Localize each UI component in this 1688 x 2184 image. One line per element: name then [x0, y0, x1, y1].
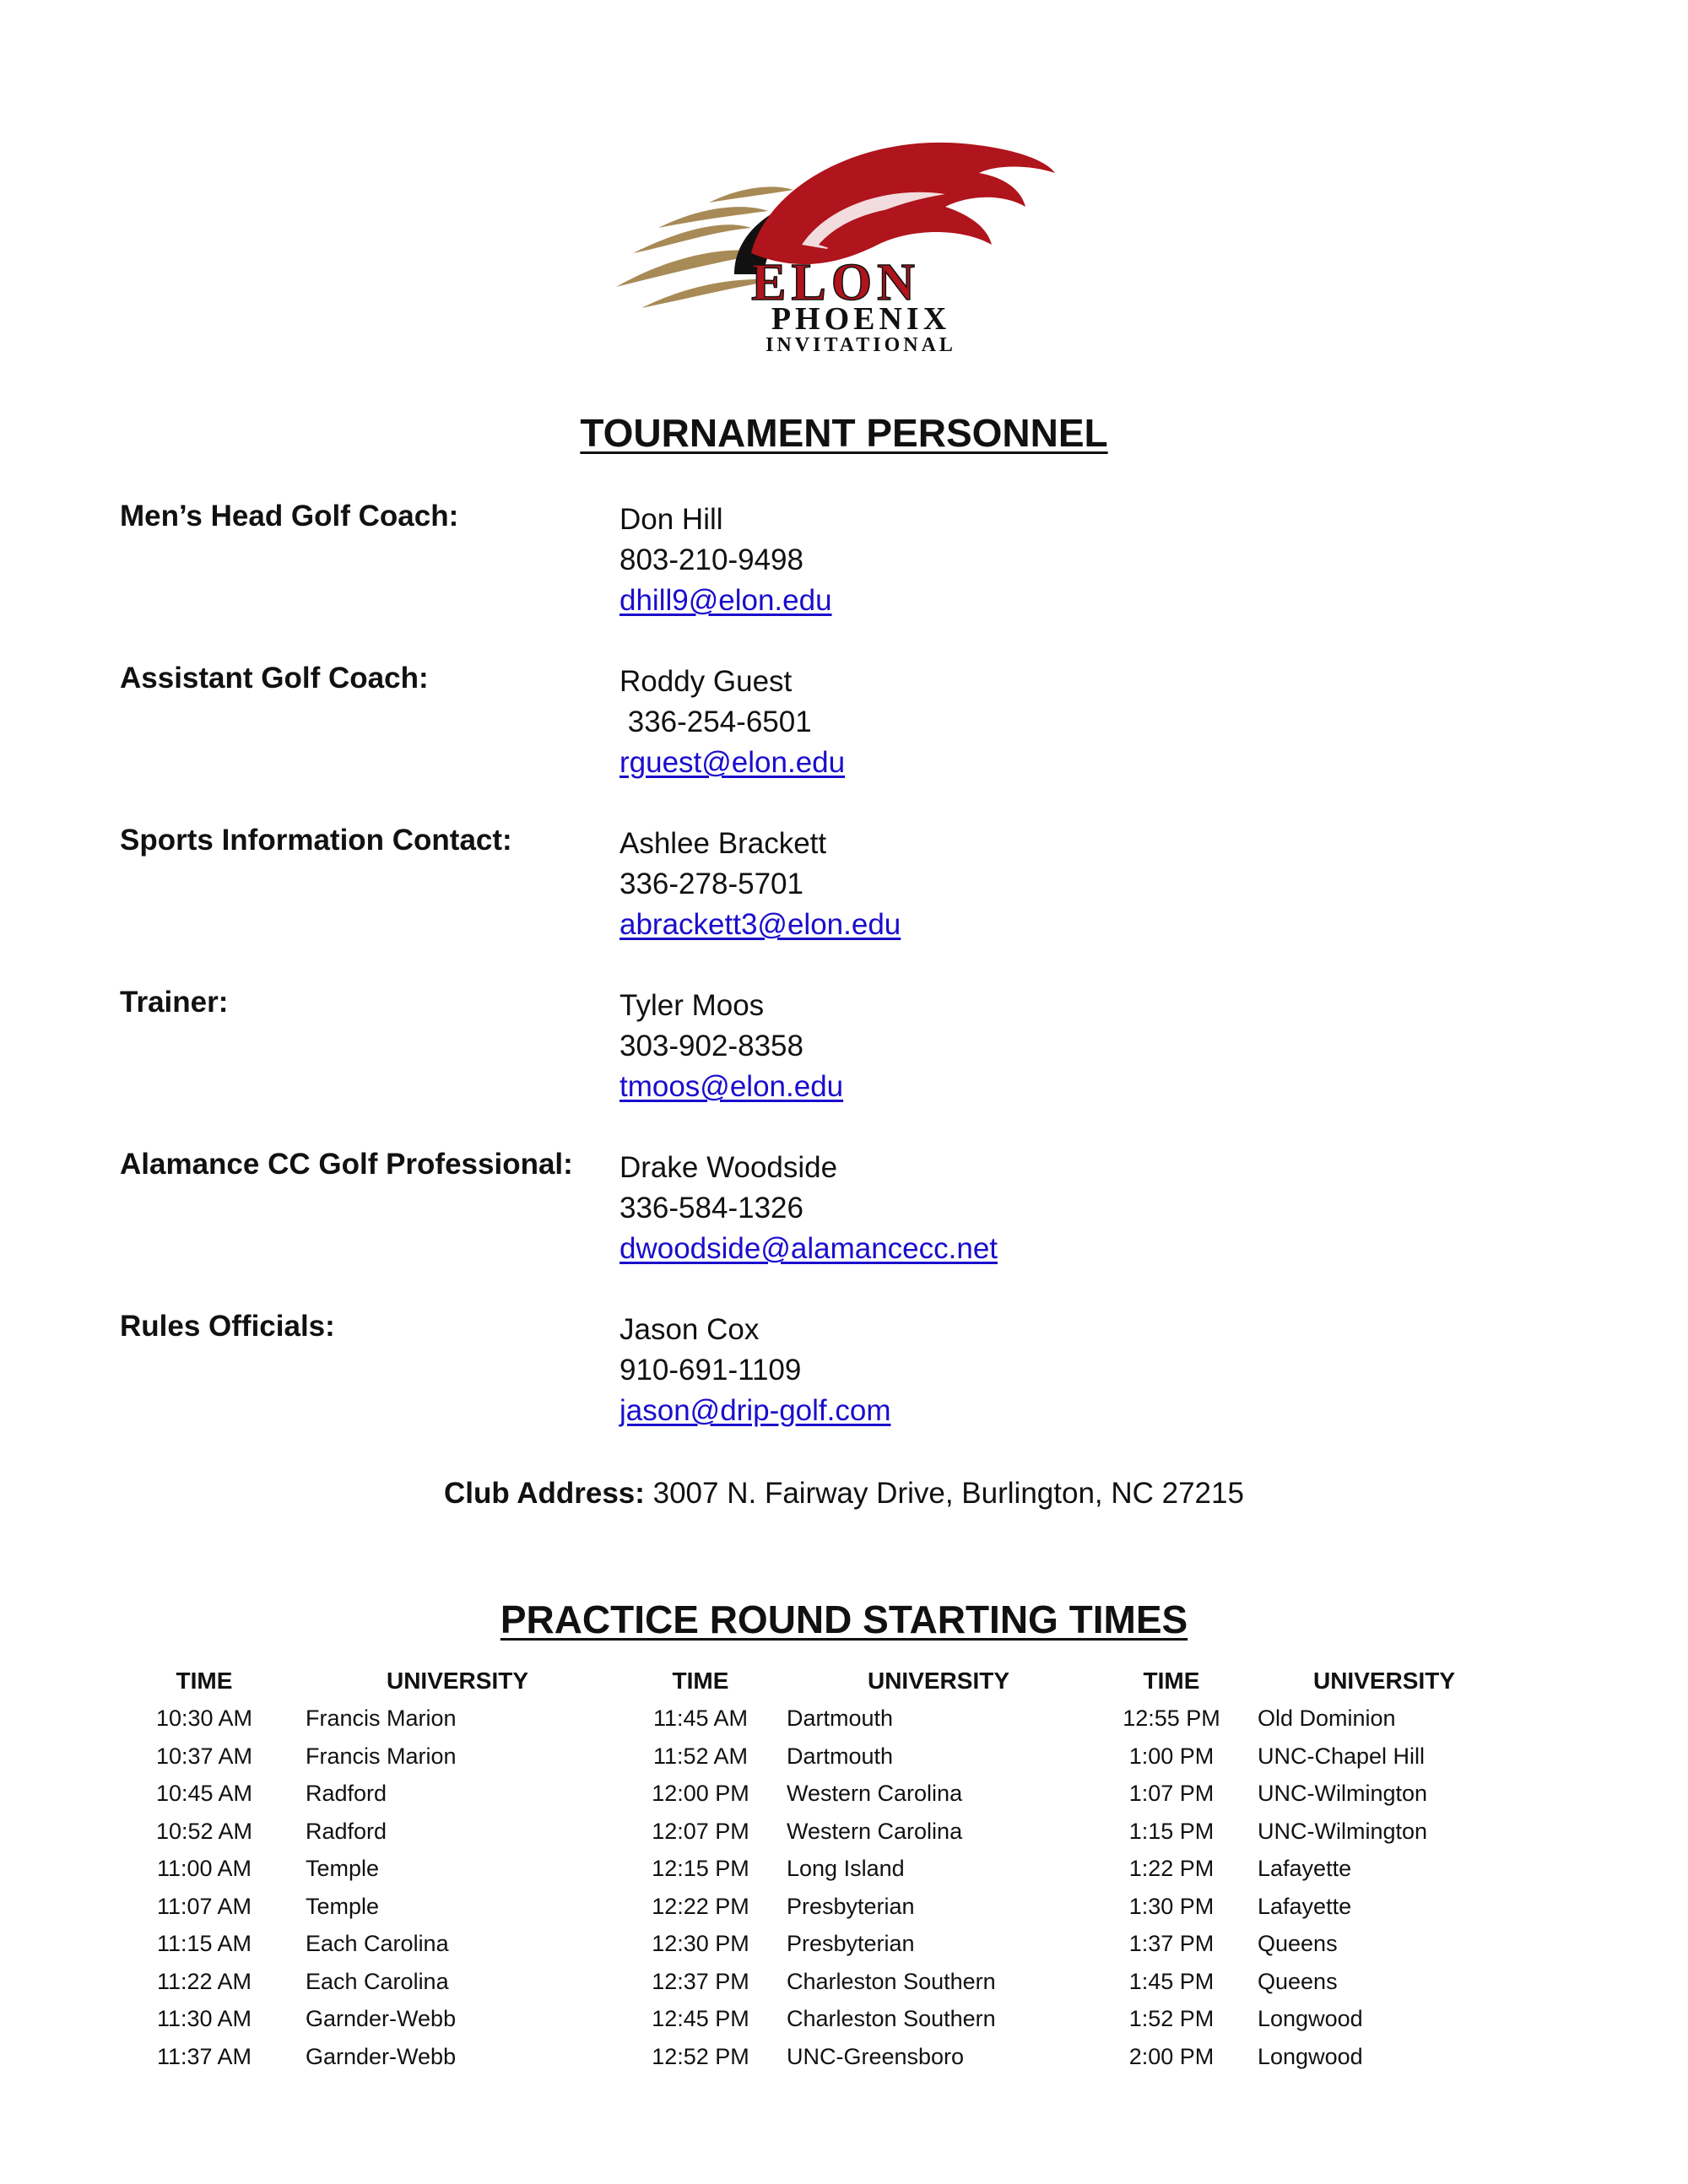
table-cell: 12:55 PM: [1123, 1706, 1220, 1731]
table-cell: 12:30 PM: [652, 1931, 749, 1956]
table-cell: Dartmouth: [787, 1706, 894, 1731]
table-cell: 12:00 PM: [652, 1781, 749, 1806]
table-cell: 11:30 AM: [156, 2006, 252, 2031]
phoenix-logo: [608, 127, 1063, 363]
phoenix-icon: [608, 127, 1063, 363]
university-column: [1258, 1662, 1511, 2075]
table-cell: 11:37 AM: [156, 2043, 252, 2069]
time-column: [137, 1662, 272, 2075]
table-cell: Longwood: [1258, 2006, 1363, 2031]
table-cell: 1:22 PM: [1128, 1856, 1215, 1881]
person-name: Ashlee Brackett: [619, 827, 827, 860]
table-cell: Charleston Southern: [787, 1968, 996, 1994]
table-cell: Queens: [1258, 1931, 1338, 1956]
person-email-link[interactable]: dhill9@elon.edu: [619, 584, 832, 617]
table-cell: 10:52 AM: [155, 1818, 253, 1844]
table-cell: 12:07 PM: [652, 1818, 749, 1844]
person-phone: 336-254-6501: [619, 705, 812, 738]
table-cell: 12:45 PM: [652, 2006, 749, 2031]
role-label: Sports Information Contact:: [120, 824, 512, 857]
table-cell: Western Carolina: [787, 1818, 963, 1844]
personnel-list: [120, 500, 1605, 1472]
club-address-label: Club Address:: [444, 1477, 645, 1510]
table-cell: 11:52 AM: [652, 1743, 749, 1769]
table-cell: 1:15 PM: [1128, 1818, 1215, 1844]
person-name: Tyler Moos: [619, 989, 765, 1022]
column-header: TIME: [672, 1668, 729, 1694]
role-label: Rules Officials:: [120, 1310, 335, 1343]
person-phone: 303-902-8358: [619, 1030, 803, 1062]
person-phone: 803-210-9498: [619, 543, 803, 576]
table-cell: Long Island: [787, 1856, 905, 1881]
personnel-title: TOURNAMENT PERSONNEL: [580, 411, 1108, 455]
table-cell: Radford: [306, 1781, 387, 1806]
logo-word-invitational: INVITATIONAL: [766, 334, 956, 356]
person-phone: 336-278-5701: [619, 868, 803, 900]
table-cell: Francis Marion: [306, 1706, 457, 1731]
table-cell: 1:37 PM: [1128, 1931, 1215, 1956]
person-name: Roddy Guest: [619, 665, 793, 698]
person-name: Jason Cox: [619, 1313, 760, 1346]
personnel-entry: [120, 824, 1605, 986]
person-email-link[interactable]: jason@drip-golf.com: [619, 1394, 891, 1427]
person-email-link[interactable]: tmoos@elon.edu: [619, 1070, 844, 1103]
table-cell: UNC-Chapel Hill: [1258, 1743, 1426, 1769]
table-cell: 12:37 PM: [652, 1968, 749, 1994]
table-cell: 1:30 PM: [1128, 1893, 1215, 1919]
personnel-entry: [120, 1310, 1605, 1472]
table-cell: 11:22 AM: [156, 1968, 252, 1994]
column-header: UNIVERSITY: [867, 1668, 1010, 1694]
table-cell: Temple: [306, 1893, 380, 1919]
column-header: UNIVERSITY: [1312, 1668, 1456, 1694]
table-cell: Each Carolina: [306, 1968, 449, 1994]
person-email-link[interactable]: dwoodside@alamancecc.net: [619, 1232, 998, 1265]
table-cell: Radford: [306, 1818, 387, 1844]
club-address: [0, 1477, 1688, 1511]
table-cell: 12:15 PM: [652, 1856, 749, 1881]
table-cell: 10:30 AM: [155, 1706, 253, 1731]
table-cell: Presbyterian: [787, 1893, 915, 1919]
table-cell: 10:45 AM: [155, 1781, 253, 1806]
table-cell: UNC-Greensboro: [787, 2043, 965, 2069]
table-cell: 1:52 PM: [1128, 2006, 1215, 2031]
role-label: Trainer:: [120, 986, 229, 1019]
table-cell: Presbyterian: [787, 1931, 915, 1956]
table-cell: 10:37 AM: [155, 1743, 253, 1769]
column-header: TIME: [1143, 1668, 1200, 1694]
table-cell: 1:45 PM: [1128, 1968, 1215, 1994]
person-email-link[interactable]: abrackett3@elon.edu: [619, 908, 901, 941]
table-cell: 11:45 AM: [652, 1706, 749, 1731]
person-name: Drake Woodside: [619, 1151, 838, 1184]
logo-word-phoenix: PHOENIX: [771, 301, 951, 337]
time-column: [633, 1662, 768, 2075]
table-cell: Western Carolina: [787, 1781, 963, 1806]
personnel-entry: [120, 662, 1605, 824]
table-cell: UNC-Wilmington: [1258, 1781, 1428, 1806]
table-cell: Temple: [306, 1856, 380, 1881]
table-cell: Dartmouth: [787, 1743, 894, 1769]
table-cell: Garnder-Webb: [306, 2006, 457, 2031]
table-cell: Francis Marion: [306, 1743, 457, 1769]
person-email-link[interactable]: rguest@elon.edu: [619, 746, 846, 779]
table-cell: UNC-Wilmington: [1258, 1818, 1428, 1844]
column-header: TIME: [176, 1668, 233, 1694]
role-label: Men’s Head Golf Coach:: [120, 500, 459, 532]
table-cell: Garnder-Webb: [306, 2043, 457, 2069]
table-cell: 11:07 AM: [156, 1893, 252, 1919]
person-phone: 336-584-1326: [619, 1192, 803, 1224]
table-cell: 1:07 PM: [1128, 1781, 1215, 1806]
table-cell: 12:22 PM: [652, 1893, 749, 1919]
university-column: [787, 1662, 1090, 2075]
table-cell: 11:00 AM: [156, 1856, 252, 1881]
table-cell: Lafayette: [1258, 1893, 1352, 1919]
logo-word-elon: ELON: [751, 254, 920, 311]
column-header: UNIVERSITY: [386, 1668, 529, 1694]
person-phone: 910-691-1109: [619, 1354, 802, 1387]
table-cell: Each Carolina: [306, 1931, 449, 1956]
club-address-value: 3007 N. Fairway Drive, Burlington, NC 27215: [644, 1477, 1244, 1510]
table-cell: 11:15 AM: [156, 1931, 252, 1956]
table-cell: Charleston Southern: [787, 2006, 996, 2031]
table-cell: 2:00 PM: [1128, 2043, 1215, 2069]
personnel-entry: [120, 986, 1605, 1148]
table-cell: Queens: [1258, 1968, 1338, 1994]
person-name: Don Hill: [619, 503, 723, 536]
university-column: [306, 1662, 609, 2075]
table-cell: Old Dominion: [1258, 1706, 1396, 1731]
table-cell: Longwood: [1258, 2043, 1363, 2069]
personnel-entry: [120, 500, 1605, 662]
role-label: Assistant Golf Coach:: [120, 662, 429, 695]
table-cell: Lafayette: [1258, 1856, 1352, 1881]
role-label: Alamance CC Golf Professional:: [120, 1148, 573, 1181]
personnel-entry: [120, 1148, 1605, 1310]
practice-title: PRACTICE ROUND STARTING TIMES: [500, 1597, 1188, 1641]
time-column: [1104, 1662, 1239, 2075]
table-cell: 1:00 PM: [1128, 1743, 1215, 1769]
table-cell: 12:52 PM: [652, 2043, 749, 2069]
